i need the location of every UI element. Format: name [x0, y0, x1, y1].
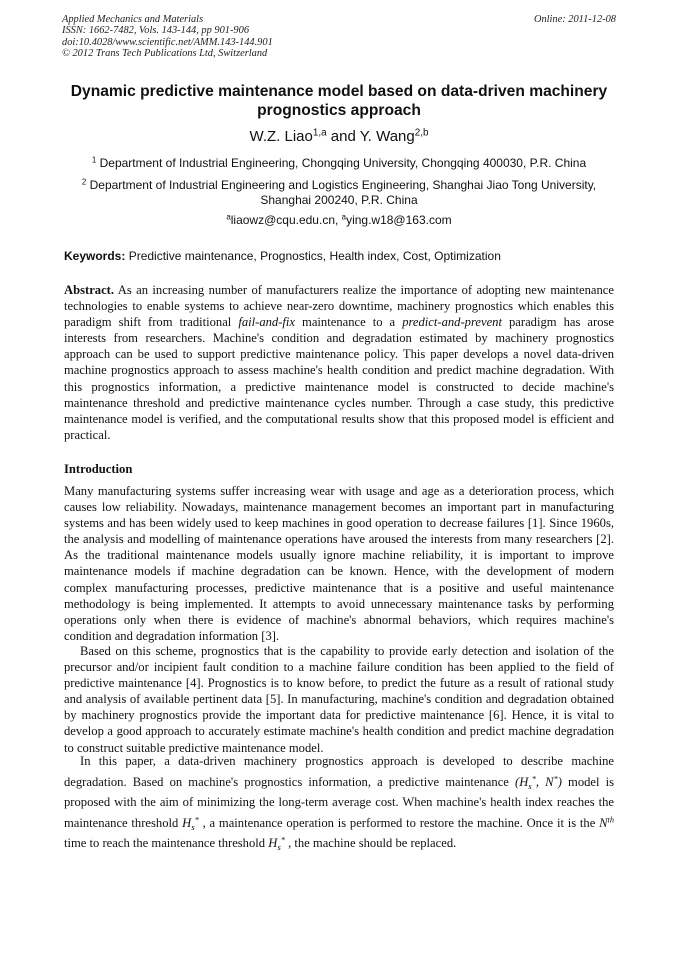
affiliation-2-number: 2	[81, 177, 87, 187]
author-1: W.Z. Liao	[249, 128, 313, 145]
keywords-label: Keywords:	[64, 249, 126, 263]
affiliation-2-text: Department of Industrial Engineering and Logistics Engineering, Shanghai Jiao Tong University, Shanghai 200240, P.R. China	[89, 178, 597, 207]
affiliation-2	[62, 178, 616, 208]
online-date: Online: 2011-12-08	[533, 14, 616, 25]
intro-paragraph-2: Based on this scheme, prognostics that is the capability to provide early detection and isolation of the precursor and/or incipient fault condition to a machine failure condition has been applied to the field of predictive maintenance [4]. Prognostics is to know before, to predict the future as a result of rational study and analysis of available pertinent data [5]. In manufacturing, machine's condition and degradation obtained by machinery prognostics provide the important data for predictive maintenance [6]. Hence, it is vital to develop a good approach to accurately estimate machine's health condition and predict machine degradation to construct suitable predictive maintenance model.	[64, 644, 614, 755]
email-a-marker: a	[226, 212, 231, 222]
abstract-text-2: maintenance to a	[295, 315, 403, 330]
p3-text-a: In this paper, a data-driven machinery prognostics approach is developed to describe machine degradation. Based on machine's prognostics information, a predictive maintenance	[64, 754, 614, 789]
affiliation-1-text: Department of Industrial Engineering, Chongqing University, Chongqing 400030, P.R. China	[99, 156, 587, 170]
abstract-em-1: fail-and-fix	[238, 315, 296, 330]
math-nth: $N^{th}$	[599, 815, 614, 830]
intro-paragraph-1: Many manufacturing systems suffer increasing wear with usage and age as a deterioration process, which causes low reliability. Nowadays, maintenance management becomes an important part in manufacturing systems and has been widely used to keep machines in good operation to decrease failures [1]. Since 1960s, the analysis and modelling of maintenance operations have aroused the interests from many researchers [2]. As the traditional maintenance models usually ignore machine reliability, it is important to improve maintenance models if machine degradation can be known. Hence, with the development of modern complex manufacturing processes, predictive maintenance that is a positive and useful maintenance methodology is being implemented. It attempts to avoid unnecessary maintenance tasks by performing operations only when there is evidence of machine's abnormal behaviors, which requires machine's condition and degradation information [3].	[64, 484, 614, 643]
p3-text-b: model is proposed with the aim of minimizing the long-term average cost. When machine's health index reaches the maintenance threshold	[64, 774, 615, 830]
email-line	[0, 213, 678, 228]
affiliation-1	[62, 156, 616, 171]
journal-header	[62, 14, 273, 60]
math-hs-1: $H_s^*$	[182, 815, 199, 832]
section-heading-introduction: Introduction	[64, 462, 133, 476]
keywords-text: Predictive maintenance, Prognostics, Health index, Cost, Optimization	[125, 249, 501, 263]
intro-paragraph-3	[64, 751, 614, 854]
p3-text-d: time to reach the maintenance threshold	[64, 836, 269, 851]
copyright-line: © 2012 Trans Tech Publications Ltd, Switzerland	[62, 48, 268, 60]
journal-name: Applied Mechanics and Materials	[62, 14, 204, 25]
math-hs-2: $H_s^*$	[268, 835, 285, 853]
author-line	[0, 128, 678, 146]
author-conjunction: and	[326, 128, 360, 145]
abstract-label: Abstract.	[64, 283, 115, 297]
author-2: Y. Wang	[359, 128, 415, 145]
p3-text-c: , a maintenance operation is performed to restore the machine. Once it is the	[198, 815, 600, 830]
abstract	[64, 282, 614, 443]
math-hs-n: ($H_s^*$, N*)	[514, 774, 562, 791]
abstract-text-3: paradigm has arose interests from researchers. Machine's condition and degradation estimated by machinery prognostics approach can be used to support predictive maintenance policy. This paper develops a novel data-driven machine prognostics approach to assess machine's health condition and predict machine degradation. With this prognostics information, a predictive maintenance model is constructed to decide machine's maintenance threshold and predictive maintenance cycles number. Through a case study, this predictive maintenance model is verified, and the computational results show that this proposed model is efficient and practical.	[64, 315, 614, 442]
email-b: ying.w18@163.com	[346, 213, 452, 227]
author-1-affil: 1,a	[312, 127, 327, 139]
abstract-text-1: As an increasing number of manufacturers realize the importance of adopting new maintenance technologies to enable systems to achieve near-zero downtime, machinery prognostics which enables this paradigm shift from traditional	[64, 283, 614, 330]
affiliation-1-number: 1	[91, 155, 97, 165]
issn-line: ISSN: 1662-7482, Vols. 143-144, pp 901-906	[62, 25, 250, 37]
p3-text-e: , the machine should be replaced.	[284, 836, 457, 851]
abstract-em-2: predict-and-prevent	[402, 315, 502, 330]
keywords	[64, 249, 616, 264]
author-2-affil: 2,b	[414, 127, 429, 139]
paper-title: Dynamic predictive maintenance model based on data-driven machinery prognostics approach	[70, 83, 608, 119]
email-a: liaowz@cqu.edu.cn,	[230, 213, 342, 227]
doi-line: doi:10.4028/www.scientific.net/AMM.143-144.901	[62, 36, 273, 48]
email-b-marker: a	[341, 212, 347, 222]
